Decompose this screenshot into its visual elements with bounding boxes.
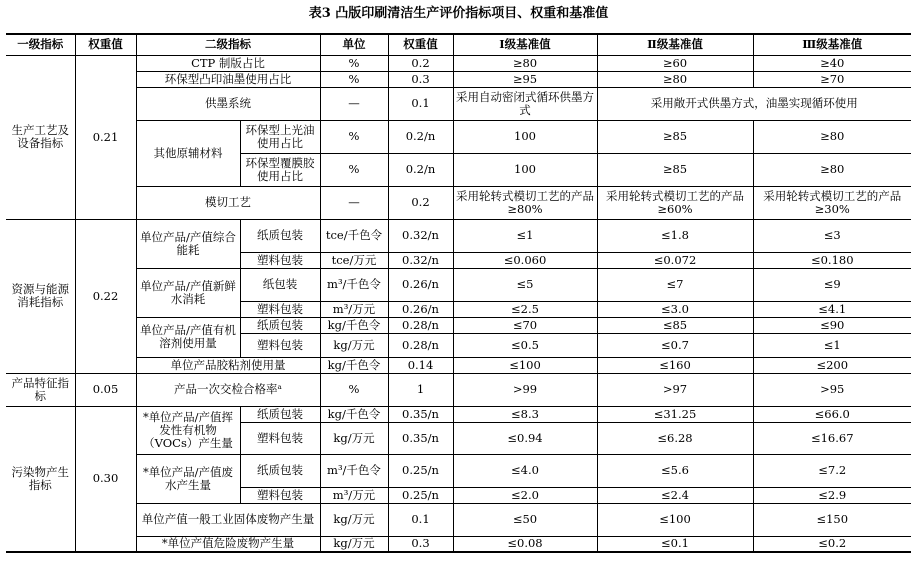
table-caption: 表3 凸版印刷清洁生产评价指标项目、权重和基准值: [308, 6, 609, 21]
level1-cell: >99: [453, 373, 597, 406]
weight-cell: 0.3: [388, 71, 453, 87]
level1-cell: ≤5: [453, 268, 597, 301]
indicator-table: [6, 33, 911, 553]
table-row: [6, 373, 911, 406]
level3-cell: ≤16.67: [753, 422, 911, 454]
level3-cell: ≤0.180: [753, 252, 911, 268]
sub-indicator: 纸质包装: [240, 454, 320, 487]
weight-cell: 0.3: [388, 536, 453, 552]
primary-weight: 0.22: [75, 219, 136, 373]
level1-cell: ≤100: [453, 357, 597, 373]
weight-cell: 0.26/n: [388, 268, 453, 301]
level2-cell: ≤85: [597, 317, 753, 333]
primary-indicator: 资源与能源消耗指标: [6, 219, 75, 373]
level2-cell: 采用轮转式模切工艺的产品≥60%: [597, 186, 753, 219]
primary-weight: 0.05: [75, 373, 136, 406]
unit-cell: tce/千色令: [320, 219, 388, 252]
weight-cell: 0.2/n: [388, 120, 453, 153]
level3-cell: ≤0.2: [753, 536, 911, 552]
level2-cell: ≤0.7: [597, 333, 753, 357]
level1-cell: ≤2.5: [453, 301, 597, 317]
header-cell: Ⅱ级基准值: [597, 34, 753, 55]
sub-indicator: 纸质包装: [240, 317, 320, 333]
level2-cell: ≥85: [597, 120, 753, 153]
level1-cell: 采用自动密闭式循环供墨方式: [453, 87, 597, 120]
unit-cell: —: [320, 87, 388, 120]
level1-cell: ≤8.3: [453, 406, 597, 422]
weight-cell: 1: [388, 373, 453, 406]
table-row: [6, 503, 911, 536]
level2-cell: ≤5.6: [597, 454, 753, 487]
weight-cell: 0.28/n: [388, 317, 453, 333]
weight-cell: 0.32/n: [388, 219, 453, 252]
level1-cell: ≤0.5: [453, 333, 597, 357]
weight-cell: 0.25/n: [388, 454, 453, 487]
weight-cell: 0.2: [388, 55, 453, 71]
level2-cell: ≤0.1: [597, 536, 753, 552]
level1-cell: ≤50: [453, 503, 597, 536]
header-cell: 单位: [320, 34, 388, 55]
sub-indicator: 环保型覆膜胶使用占比: [240, 153, 320, 186]
level1-cell: 100: [453, 120, 597, 153]
table-header-row: [6, 34, 911, 55]
level3-cell: ≤90: [753, 317, 911, 333]
secondary-indicator: 单位产值一般工业固体废物产生量: [136, 503, 320, 536]
sub-indicator: 塑料包装: [240, 422, 320, 454]
level2-cell: ≤2.4: [597, 487, 753, 503]
level1-cell: ≤0.94: [453, 422, 597, 454]
level3-cell: ≤200: [753, 357, 911, 373]
unit-cell: tce/万元: [320, 252, 388, 268]
sub-indicator: 纸包装: [240, 268, 320, 301]
weight-cell: 0.1: [388, 87, 453, 120]
level3-cell: ≤150: [753, 503, 911, 536]
primary-indicator: 污染物产生指标: [6, 406, 75, 552]
secondary-indicator: CTP 制版占比: [136, 55, 320, 71]
unit-cell: %: [320, 120, 388, 153]
level1-cell: ≤0.08: [453, 536, 597, 552]
secondary-indicator: *单位产值危险废物产生量: [136, 536, 320, 552]
level1-cell: ≤70: [453, 317, 597, 333]
weight-cell: 0.2/n: [388, 153, 453, 186]
level1-cell: ≥80: [453, 55, 597, 71]
secondary-indicator: 供墨系统: [136, 87, 320, 120]
table-row: [6, 219, 911, 252]
sub-indicator: 环保型上光油使用占比: [240, 120, 320, 153]
weight-cell: 0.26/n: [388, 301, 453, 317]
secondary-indicator: 单位产品/产值新鲜水消耗: [136, 268, 240, 317]
header-cell: Ⅰ级基准值: [453, 34, 597, 55]
unit-cell: kg/千色令: [320, 406, 388, 422]
sub-indicator: 塑料包装: [240, 301, 320, 317]
level3-cell: ≤1: [753, 333, 911, 357]
secondary-indicator: 单位产品/产值综合能耗: [136, 219, 240, 268]
level1-cell: ≤0.060: [453, 252, 597, 268]
secondary-indicator: 其他原辅材料: [136, 120, 240, 186]
primary-weight: 0.30: [75, 406, 136, 552]
table-row: [6, 268, 911, 301]
table-row: [6, 357, 911, 373]
level3-cell: ≤7.2: [753, 454, 911, 487]
level3-cell: ≥80: [753, 153, 911, 186]
level2-cell: ≤0.072: [597, 252, 753, 268]
level3-cell: ≤9: [753, 268, 911, 301]
table-row: [6, 71, 911, 87]
unit-cell: kg/万元: [320, 333, 388, 357]
weight-cell: 0.32/n: [388, 252, 453, 268]
secondary-indicator: 单位产品/产值有机溶剂使用量: [136, 317, 240, 357]
unit-cell: kg/万元: [320, 422, 388, 454]
secondary-indicator: 单位产品胶粘剂使用量: [136, 357, 320, 373]
level2-cell: ≤31.25: [597, 406, 753, 422]
level23-cell: 采用敞开式供墨方式，油墨实现循环使用: [597, 87, 911, 120]
level2-cell: ≤160: [597, 357, 753, 373]
sub-indicator: 塑料包装: [240, 252, 320, 268]
weight-cell: 0.1: [388, 503, 453, 536]
unit-cell: m³/万元: [320, 301, 388, 317]
header-cell: 二级指标: [136, 34, 320, 55]
level3-cell: ≤2.9: [753, 487, 911, 503]
table-row: [6, 536, 911, 552]
level3-cell: ≥70: [753, 71, 911, 87]
level3-cell: ≤4.1: [753, 301, 911, 317]
unit-cell: m³/千色令: [320, 454, 388, 487]
level3-cell: ≥80: [753, 120, 911, 153]
header-cell: Ⅲ级基准值: [753, 34, 911, 55]
sub-indicator: 纸质包装: [240, 406, 320, 422]
primary-indicator: 生产工艺及设备指标: [6, 55, 75, 219]
table-row: [6, 186, 911, 219]
level3-cell: ≤3: [753, 219, 911, 252]
unit-cell: kg/千色令: [320, 317, 388, 333]
level2-cell: ≥60: [597, 55, 753, 71]
unit-cell: m³/万元: [320, 487, 388, 503]
secondary-indicator: 环保型凸印油墨使用占比: [136, 71, 320, 87]
table-row: [6, 55, 911, 71]
unit-cell: %: [320, 71, 388, 87]
table-row: [6, 87, 911, 120]
weight-cell: 0.2: [388, 186, 453, 219]
level3-cell: >95: [753, 373, 911, 406]
level1-cell: ≤2.0: [453, 487, 597, 503]
weight-cell: 0.28/n: [388, 333, 453, 357]
weight-cell: 0.25/n: [388, 487, 453, 503]
sub-indicator: 塑料包装: [240, 487, 320, 503]
secondary-indicator: 模切工艺: [136, 186, 320, 219]
table-row: [6, 406, 911, 422]
unit-cell: kg/万元: [320, 536, 388, 552]
level2-cell: ≥80: [597, 71, 753, 87]
weight-cell: 0.14: [388, 357, 453, 373]
level3-cell: 采用轮转式模切工艺的产品≥30%: [753, 186, 911, 219]
table-row: [6, 454, 911, 487]
secondary-indicator: *单位产品/产值废水产生量: [136, 454, 240, 503]
unit-cell: %: [320, 373, 388, 406]
level2-cell: ≤3.0: [597, 301, 753, 317]
table-row: [6, 120, 911, 153]
secondary-indicator: *单位产品/产值挥发性有机物（VOCs）产生量: [136, 406, 240, 454]
level1-cell: 采用轮转式模切工艺的产品≥80%: [453, 186, 597, 219]
level2-cell: >97: [597, 373, 753, 406]
primary-indicator: 产品特征指标: [6, 373, 75, 406]
level3-cell: ≤66.0: [753, 406, 911, 422]
level2-cell: ≤6.28: [597, 422, 753, 454]
unit-cell: %: [320, 55, 388, 71]
level1-cell: ≥95: [453, 71, 597, 87]
level3-cell: ≥40: [753, 55, 911, 71]
level1-cell: 100: [453, 153, 597, 186]
weight-cell: 0.35/n: [388, 422, 453, 454]
level1-cell: ≤1: [453, 219, 597, 252]
header-cell: 权重值: [75, 34, 136, 55]
level2-cell: ≤7: [597, 268, 753, 301]
level2-cell: ≤100: [597, 503, 753, 536]
unit-cell: kg/万元: [320, 503, 388, 536]
primary-weight: 0.21: [75, 55, 136, 219]
header-cell: 一级指标: [6, 34, 75, 55]
header-cell: 权重值: [388, 34, 453, 55]
unit-cell: —: [320, 186, 388, 219]
table-row: [6, 317, 911, 333]
weight-cell: 0.35/n: [388, 406, 453, 422]
level2-cell: ≤1.8: [597, 219, 753, 252]
level2-cell: ≥85: [597, 153, 753, 186]
secondary-indicator: 产品一次交检合格率ᵃ: [136, 373, 320, 406]
unit-cell: kg/千色令: [320, 357, 388, 373]
unit-cell: m³/千色令: [320, 268, 388, 301]
sub-indicator: 纸质包装: [240, 219, 320, 252]
unit-cell: %: [320, 153, 388, 186]
level1-cell: ≤4.0: [453, 454, 597, 487]
sub-indicator: 塑料包装: [240, 333, 320, 357]
